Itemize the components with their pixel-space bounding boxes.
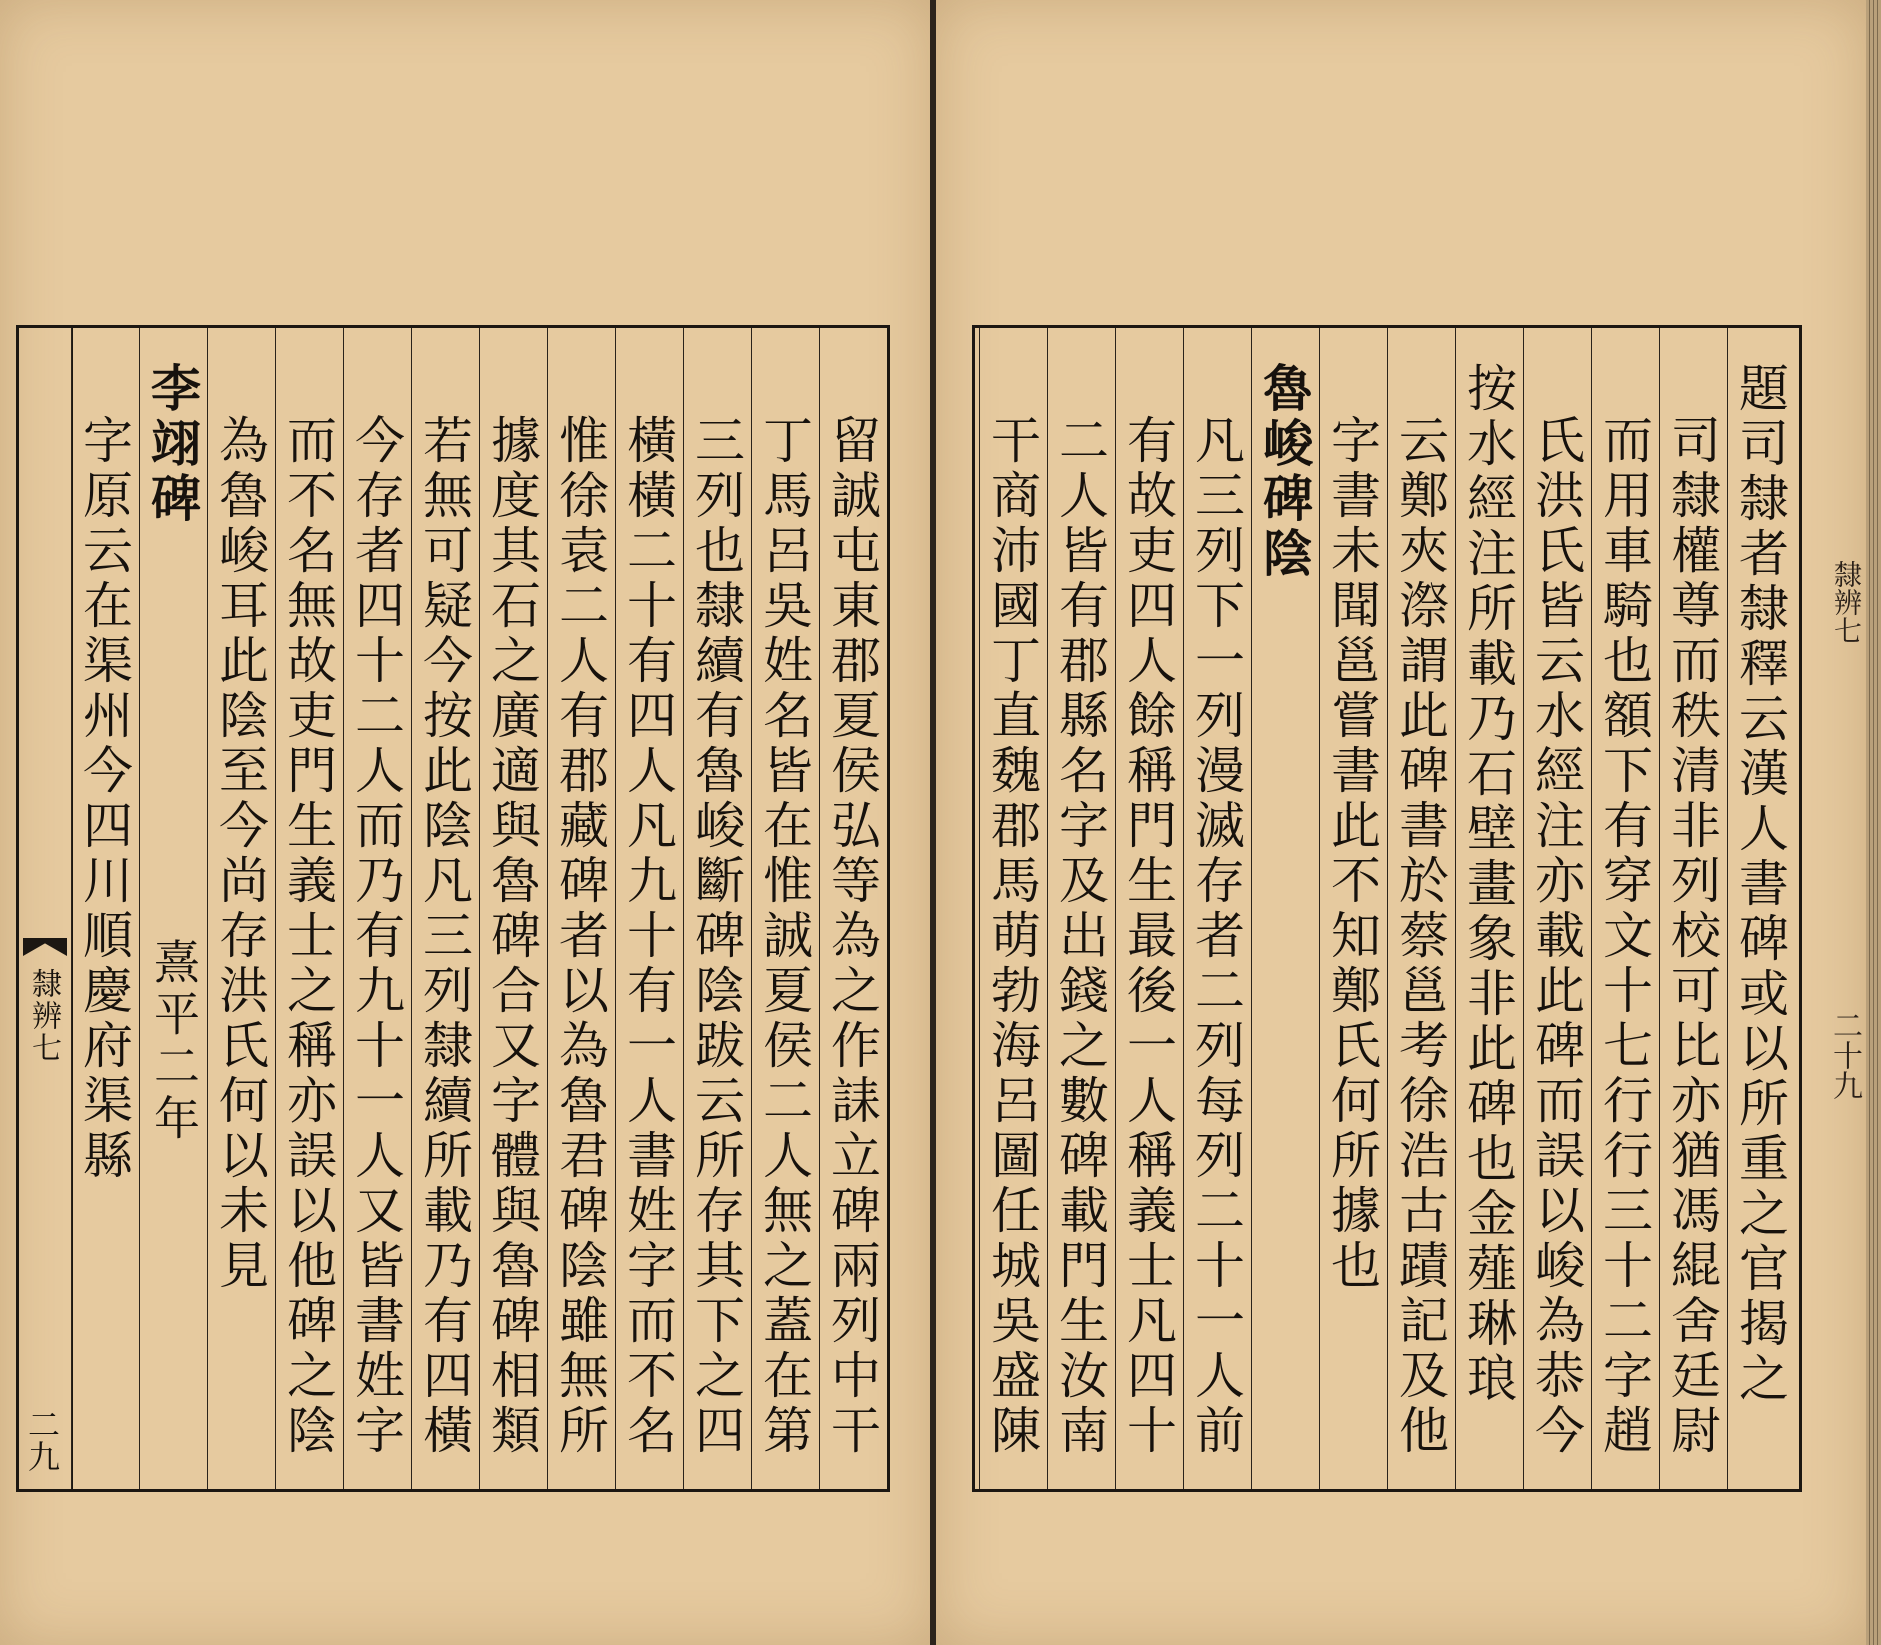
- left-column: [343, 328, 411, 1489]
- column-text: 而不名無故吏門生義士之稱亦誤以他碑之陰: [279, 414, 337, 1459]
- left-text-frame: [16, 325, 890, 1492]
- left-column: [819, 328, 887, 1489]
- column-text: 干商沛國丁直魏郡馬萌勃海呂圖任城吳盛陳: [983, 414, 1041, 1459]
- right-column: [1251, 328, 1319, 1489]
- right-column: [1183, 328, 1251, 1489]
- right-page: [936, 0, 1866, 1645]
- column-text: 三列也隸續有魯峻斷碑陰跋云所存其下之四: [687, 414, 745, 1459]
- right-column: [1319, 328, 1387, 1489]
- left-column: [615, 328, 683, 1489]
- column-text: 橫橫二十有四人凡九十有一人書姓字而不名: [619, 414, 677, 1459]
- column-text: 題司隸者隸釋云漢人書碑或以所重之官揭之: [1731, 362, 1789, 1407]
- left-column: [411, 328, 479, 1489]
- column-text: 字書未聞邕嘗書此不知鄭氏何所據也: [1323, 414, 1381, 1294]
- column-text: 據度其石之廣適與魯碑合又字體與魯碑相類: [483, 414, 541, 1459]
- fishtail-mark: [23, 938, 67, 956]
- column-text: 惟徐袁二人有郡藏碑者以為魯君碑陰雖無所: [551, 414, 609, 1459]
- banxin-margin: [19, 328, 73, 1489]
- right-column: [1659, 328, 1727, 1489]
- left-column: [139, 328, 207, 1489]
- column-text: 字原云在渠州今四川順慶府渠縣: [75, 414, 133, 1184]
- right-column: [1115, 328, 1183, 1489]
- left-column: [71, 328, 139, 1489]
- right-text-frame: [972, 325, 1802, 1492]
- column-text: 為魯峻耳此陰至今尚存洪氏何以未見: [211, 414, 269, 1294]
- edge-tab-number: 二十九: [1827, 1010, 1862, 1100]
- column-text: 氏洪氏皆云水經注亦載此碑而誤以峻為恭今: [1527, 414, 1585, 1459]
- right-column: [1591, 328, 1659, 1489]
- column-text: 按水經注所載乃石壁畫象非此碑也金薤琳琅: [1459, 362, 1517, 1407]
- banxin-label: 隸辨七: [26, 968, 61, 1064]
- right-column: [1455, 328, 1523, 1489]
- date-text: 熹平二年: [147, 938, 201, 1146]
- heading-text: 魯峻碑陰: [1255, 362, 1314, 582]
- column-text: 若無可疑今按此陰凡三列隸續所載乃有四橫: [415, 414, 473, 1459]
- left-column: [751, 328, 819, 1489]
- column-text: 司隸權尊而秩清非列校可比亦猶馮緄舍廷尉: [1663, 414, 1721, 1459]
- edge-tab-label: 隸辨七: [1830, 560, 1863, 644]
- right-column: [1727, 328, 1795, 1489]
- page-edges: [1866, 0, 1881, 1645]
- heading-text: 李翊碑: [143, 362, 202, 527]
- left-column: [207, 328, 275, 1489]
- column-text: 凡三列下一列漫滅存者二列每列二十一人前: [1187, 414, 1245, 1459]
- column-text: 二人皆有郡縣名字及出錢之數碑載門生汝南: [1051, 414, 1109, 1459]
- right-column: [1047, 328, 1115, 1489]
- left-column: [275, 328, 343, 1489]
- left-page: [0, 0, 932, 1645]
- column-text: 云鄭夾漈謂此碑書於蔡邕考徐浩古蹟記及他: [1391, 414, 1449, 1459]
- right-column: [979, 328, 1047, 1489]
- right-column: [1523, 328, 1591, 1489]
- left-column: [683, 328, 751, 1489]
- left-column: [547, 328, 615, 1489]
- column-text: 而用車騎也額下有穿文十七行行三十二字趙: [1595, 414, 1653, 1459]
- column-text: 有故吏四人餘稱門生最後一人稱義士凡四十: [1119, 414, 1177, 1459]
- column-text: 丁馬呂吳姓名皆在惟誠夏侯二人無之蓋在第: [755, 414, 813, 1459]
- column-text: 留誠屯東郡夏侯弘等為之作誄立碑兩列中干: [823, 414, 881, 1459]
- right-column: [1387, 328, 1455, 1489]
- left-column: [479, 328, 547, 1489]
- column-text: 今存者四十二人而乃有九十一人又皆書姓字: [347, 414, 405, 1459]
- folio-number: 二九: [23, 1408, 61, 1472]
